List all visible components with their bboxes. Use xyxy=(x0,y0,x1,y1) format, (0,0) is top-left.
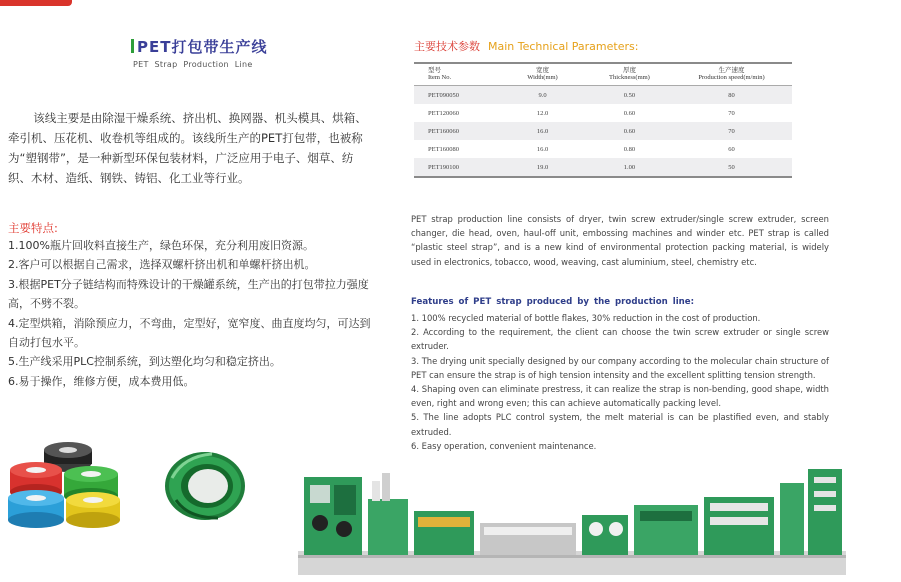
title-accent-bar xyxy=(131,39,134,53)
feature-item-cn-3: 3.根据PET分子链结构而特殊设计的干燥罐系统，生产出的打包带拉力强度高，不劈不裂。 xyxy=(8,277,369,311)
features-list-english xyxy=(411,311,829,453)
col-header-cn: 型号 xyxy=(428,67,441,74)
intro-english: PET strap production line consists of dryer, twin screw extruder/single screw extruder, screen changer, die head, oven, haul-off unit, embossing machines and winder etc. PET strap is called “plastic steel strap”, and is a new kind of environmental protection packing material, is widely used in electronics, tobacco, wood, weaving, cast aluminium, steel, chemistry etc. xyxy=(411,214,829,267)
table-row xyxy=(414,140,792,158)
table-cell: 19.0 xyxy=(497,158,588,177)
col-header xyxy=(414,63,497,86)
feature-item-en-1: 1. 100% recycled material of bottle flakes, 30% reduction in the cost of production. xyxy=(411,313,761,323)
table-cell: 0.60 xyxy=(588,122,671,140)
col-header xyxy=(588,63,671,86)
col-header-en: Thickness(mm) xyxy=(609,74,650,81)
col-header-cn: 厚度 xyxy=(622,67,636,74)
feature-item-cn-4: 4.定型烘箱，消除预应力，不弯曲，定型好，宽窄度、曲直度均匀，可达到自动打包水平。 xyxy=(8,316,371,350)
table-cell: 1.00 xyxy=(588,158,671,177)
table-cell: 12.0 xyxy=(536,109,549,117)
col-header xyxy=(671,63,792,86)
table-cell: 80 xyxy=(671,86,792,105)
corner-tab xyxy=(0,0,72,6)
col-header-en: Production speed(m/min) xyxy=(698,74,765,81)
features-heading-chinese: 主要特点: xyxy=(8,221,58,235)
feature-item-cn-6: 6.易于操作，维修方便，成本费用低。 xyxy=(8,374,195,388)
table-cell: 0.80 xyxy=(623,145,636,153)
col-header-cn: 生产速度 xyxy=(718,67,745,74)
table-cell: PET160080 xyxy=(428,145,460,153)
col-header xyxy=(497,63,588,86)
col-header-cn: 宽度 xyxy=(536,67,550,74)
feature-item-en-4: 4. Shaping oven can eliminate prestress, it can realize the strap is non-bending, good shape, width even, right and wrong even; this can achieve automatically packing level. xyxy=(411,384,829,409)
table-cell: 16.0 xyxy=(536,145,549,153)
features-list-chinese xyxy=(8,236,378,391)
params-table xyxy=(414,62,792,178)
table-cell: 9.0 xyxy=(497,86,588,105)
feature-item-en-5: 5. The line adopts PLC control system, the melt material is can be plastified even, and stably extruded. xyxy=(411,412,829,437)
green-pet-strap-coil-image xyxy=(162,448,248,524)
table-cell: 0.60 xyxy=(623,109,636,117)
page-subtitle: PET Strap Production Line xyxy=(133,60,253,69)
col-header-en: Item No. xyxy=(428,74,452,81)
feature-item-en-2: 2. According to the requirement, the client can choose the twin screw extruder or single screw extruder. xyxy=(411,327,829,352)
feature-item-cn-2: 2.客户可以根据自己需求，选择双螺杆挤出机和单螺杆挤出机。 xyxy=(8,258,316,272)
params-heading-cn: 主要技术参数 xyxy=(414,40,480,53)
table-row xyxy=(414,122,792,140)
table-cell: PET160060 xyxy=(414,122,497,140)
table-cell: 16.0 xyxy=(497,122,588,140)
colored-strap-coils-image xyxy=(6,440,124,530)
table-cell: PET190100 xyxy=(414,158,497,177)
col-header-en: Width(mm) xyxy=(527,74,558,81)
page-title: PET打包带生产线 xyxy=(137,38,268,56)
params-heading-en: Main Technical Parameters: xyxy=(488,40,639,53)
table-cell: 70 xyxy=(671,122,792,140)
intro-chinese: 该线主要是由除湿干燥系统、挤出机、换网器、机头模具、烘箱、牵引机、压花机、收卷机等组成的。该线所生产的PET打包带，也被称为“塑钢带”，是一种新型环保包装材料，广泛应用于电子、烟草、纺织、木材、造纸、钢铁、铸铝、化工业等行业。 xyxy=(8,111,367,185)
table-cell: PET120060 xyxy=(428,109,460,117)
table-row xyxy=(414,104,792,122)
table-cell: 70 xyxy=(728,109,735,117)
params-table-header xyxy=(414,63,792,86)
table-row xyxy=(414,158,792,177)
features-heading-english: Features of PET strap produced by the production line: xyxy=(411,297,695,307)
table-cell: 0.50 xyxy=(588,86,671,105)
table-cell: 50 xyxy=(671,158,792,177)
table-cell: PET090050 xyxy=(414,86,497,105)
params-heading xyxy=(414,38,638,54)
table-row xyxy=(414,86,792,105)
production-line-image xyxy=(298,463,846,575)
feature-item-en-3: 3. The drying unit specially designed by our company according to the molecular chain structure of PET can ensure the strap is of high tension intensity and the excellent splitting tension strength. xyxy=(411,355,829,380)
feature-item-cn-5: 5.生产线采用PLC控制系统，到达塑化均匀和稳定挤出。 xyxy=(8,355,281,369)
feature-item-cn-1: 1.100%瓶片回收料直接生产，绿色环保，充分利用废旧资源。 xyxy=(8,239,314,252)
feature-item-en-6: 6. Easy operation, convenient maintenance. xyxy=(411,440,597,451)
table-cell: 60 xyxy=(728,145,735,153)
